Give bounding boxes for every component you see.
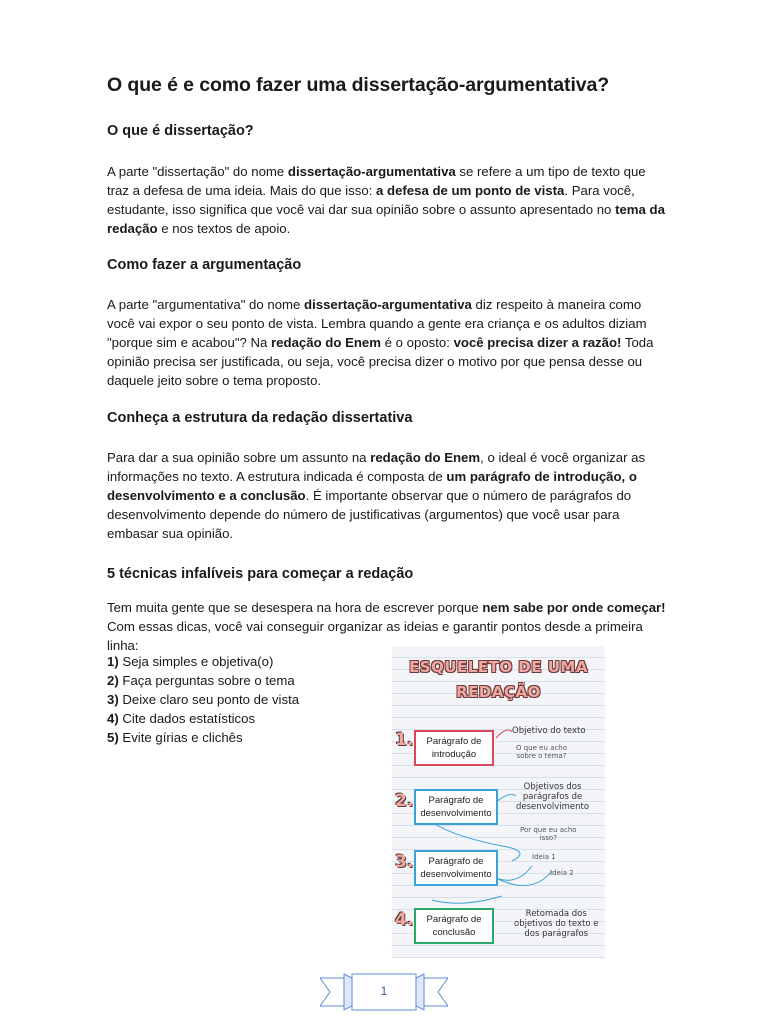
note-development-objectives: Objetivos dos parágrafos de desenvolvimento — [516, 782, 590, 812]
bold-text-run: você precisa dizer a razão! — [453, 335, 622, 350]
step-number-4: 4. — [395, 910, 414, 930]
list-item: 5) Evite gírias e clichês — [107, 730, 243, 745]
list-item: 1) Seja simples e objetiva(o) — [107, 654, 274, 669]
text-run: Com essas dicas, você vai conseguir organizar as ideias e garantir pontos desde a primeira linha: — [107, 619, 643, 653]
list-item: 3) Deixe claro seu ponto de vista — [107, 692, 300, 707]
section-paragraph-2 — [107, 295, 667, 390]
bold-text-run: um parágrafo de introdução, o desenvolvimento e a conclusão — [107, 469, 637, 503]
text-run: Para dar a sua opinião sobre um assunto na — [107, 450, 371, 465]
text-run: Tem muita gente que se desespera na hora de escrever porque — [107, 600, 483, 615]
section-paragraph-1 — [107, 162, 667, 238]
bold-text-run: dissertação-argumentativa — [304, 297, 472, 312]
bold-text-run: nem sabe por onde começar! — [482, 600, 666, 615]
infographic-title-line1: ESQUELETO DE UMA — [409, 658, 588, 676]
bold-text-run: redação do Enem — [271, 335, 381, 350]
section-heading-3: Conheça a estrutura da redação dissertativa — [107, 410, 413, 426]
page-title: O que é e como fazer uma dissertação-argumentativa? — [107, 74, 610, 96]
step-number-3: 3. — [395, 852, 414, 872]
text-run: . Para você, estudante, isso significa que você vai dar sua opinião sobre o assunto apresentado no — [107, 183, 635, 217]
note-idea-2: Ideia 2 — [550, 869, 574, 877]
text-run: e nos textos de apoio. — [157, 221, 291, 236]
bold-text-run: a defesa de um ponto de vista — [376, 183, 565, 198]
text-run: se refere a um tipo de texto que traz a defesa de uma ideia. Mais do que isso: — [107, 164, 646, 198]
text-run: A parte "dissertação" do nome — [107, 164, 288, 179]
text-run: Toda opinião precisa ser justificada, ou seja, você precisa dizer o motivo por que pensa desse ou daquele jeito sobre o tema proposto. — [107, 335, 654, 388]
list-item: 2) Faça perguntas sobre o tema — [107, 673, 295, 688]
text-run: diz respeito à maneira como você vai expor o seu ponto de vista. Lembra quando a gente era criança e os adultos diziam "porque sim e acabou"? Na — [107, 297, 647, 350]
text-run: , o ideal é você organizar as informações no texto. A estrutura indicada é composta de — [107, 450, 646, 484]
note-recap: Retomada dos objetivos do texto e dos parágrafos — [514, 909, 599, 939]
section-heading-4: 5 técnicas infalíveis para começar a redação — [107, 566, 414, 582]
list-item: 4) Cite dados estatísticos — [107, 711, 256, 726]
step-box-development-2: Parágrafo de desenvolvimento — [414, 850, 498, 886]
step-box-introduction: Parágrafo de introdução — [414, 730, 494, 766]
tips-list — [107, 652, 299, 747]
section-heading-2: Como fazer a argumentação — [107, 257, 302, 273]
bold-text-run: redação do Enem — [370, 450, 481, 465]
bold-text-run: tema da redação — [107, 202, 665, 236]
step-box-conclusion: Parágrafo de conclusão — [414, 908, 494, 944]
essay-skeleton-infographic — [392, 646, 605, 958]
note-objective-text: Objetivo do texto — [512, 726, 586, 736]
bold-text-run: dissertação-argumentativa — [287, 164, 456, 179]
page-number: 1 — [380, 984, 388, 998]
note-idea-1: Ideia 1 — [532, 853, 556, 861]
infographic-title-line2: REDAÇÃO — [456, 683, 541, 701]
note-what-i-think: O que eu acho sobre o tema? — [516, 744, 567, 760]
text-run: . É importante observar que o número de parágrafos do desenvolvimento depende do número de justificativas (argumentos) que você usar para embasar sua opinião. — [107, 488, 632, 541]
step-number-1: 1. — [395, 730, 414, 750]
note-why-i-think: Por que eu acho isso? — [520, 826, 577, 842]
step-number-2: 2. — [395, 791, 414, 811]
text-run: é o oposto: — [380, 335, 454, 350]
text-run: A parte "argumentativa" do nome — [107, 297, 305, 312]
section-heading-1: O que é dissertação? — [107, 123, 254, 139]
step-box-development-1: Parágrafo de desenvolvimento — [414, 789, 498, 825]
section-paragraph-3 — [107, 448, 667, 543]
